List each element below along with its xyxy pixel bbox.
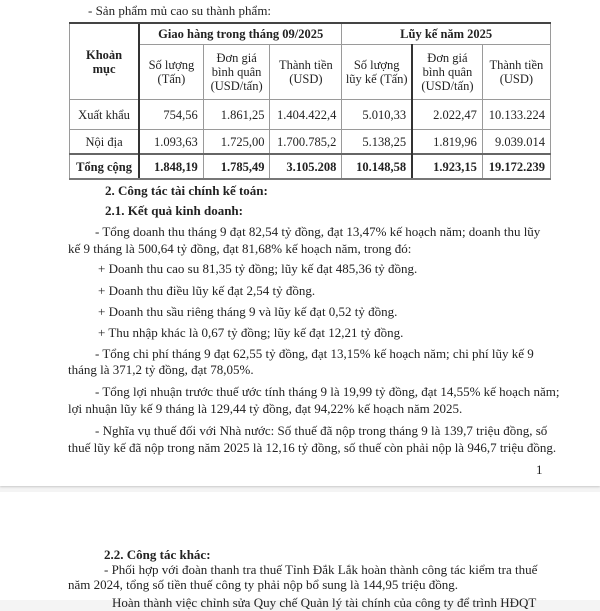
row-label: Nội địa: [70, 130, 140, 155]
cell: 10.133.224: [482, 100, 550, 130]
cell: 1.093,63: [139, 130, 203, 155]
paragraph-line: lợi nhuận lũy kế 9 tháng là 129,44 tỷ đồng, đạt 94,22% kế hoạch năm 2025.: [68, 401, 463, 416]
cell: 1.861,25: [203, 100, 270, 130]
page-number: 1: [536, 462, 543, 477]
paragraph-line: - Tổng doanh thu tháng 9 đạt 82,54 tỷ đồng, đạt 13,47% kế hoạch năm; doanh thu lũy: [95, 224, 541, 239]
cell: 19.172.239: [482, 154, 550, 179]
col-item-header: Khoản mục: [70, 23, 140, 100]
paragraph-line: tháng là 371,2 tỷ đồng, đạt 78,05%.: [68, 362, 254, 377]
table-row-domestic: [70, 130, 551, 155]
paragraph-line: - Tổng lợi nhuận trước thuế ước tính tháng 9 là 19,99 tỷ đồng, đạt 14,55% kế hoạch năm;: [95, 384, 560, 399]
subheader-price-month: Đơn giá bình quân (USD/tấn): [203, 45, 270, 100]
cell: 1.819,96: [412, 130, 482, 155]
paragraph-line: Hoàn thành việc chỉnh sửa Quy chế Quản lý tài chính của công ty để trình HĐQT: [112, 595, 537, 610]
cell: 1.785,49: [203, 154, 270, 179]
cell: 5.010,33: [342, 100, 412, 130]
paragraph-line: thuế lũy kế đã nộp trong năm 2025 là 12,16 tỷ đồng, số thuế còn phải nộp là 946,7 triệu đồng.: [68, 440, 557, 455]
rubber-product-table: [69, 22, 551, 180]
group-header-month: Giao hàng trong tháng 09/2025: [139, 23, 342, 45]
paragraph-line: + Doanh thu điều lũy kế đạt 2,54 tỷ đồng.: [98, 283, 316, 298]
heading-section-2-1: 2.1. Kết quả kinh doanh:: [105, 203, 243, 218]
subheader-price-ytd: Đơn giá bình quân (USD/tấn): [412, 45, 482, 100]
intro-line: - Sản phẩm mủ cao su thành phẩm:: [88, 3, 272, 18]
row-label: Xuất khẩu: [70, 100, 140, 130]
cell: 9.039.014: [482, 130, 550, 155]
heading-section-2: 2. Công tác tài chính kế toán:: [105, 183, 268, 198]
paragraph-line: năm 2024, tổng số tiền thuế công ty phải nộp bổ sung là 144,95 triệu đồng.: [68, 577, 458, 592]
paragraph-line: - Nghĩa vụ thuế đối với Nhà nước: Số thuế đã nộp trong tháng 9 là 139,7 triệu đồng, số: [95, 423, 548, 438]
table-row-total: [70, 154, 551, 179]
row-label: Tổng cộng: [70, 154, 140, 179]
paragraph-line: + Thu nhập khác là 0,67 tỷ đồng; lũy kế đạt 12,21 tỷ đồng.: [98, 325, 404, 340]
paragraph-line: - Phối hợp với đoàn thanh tra thuế Tỉnh Đắk Lắk hoàn thành công tác kiểm tra thuế: [104, 562, 538, 577]
cell: 754,56: [139, 100, 203, 130]
paragraph-line: + Doanh thu sầu riêng tháng 9 và lũy kế đạt 0,52 tỷ đồng.: [98, 304, 398, 319]
paragraph-line: kế 9 tháng là 500,64 tỷ đồng, đạt 81,68% kế hoạch năm, trong đó:: [68, 241, 412, 256]
subheader-qty-ytd: Số lượng lũy kế (Tấn): [342, 45, 412, 100]
heading-section-2-2: 2.2. Công tác khác:: [104, 547, 211, 562]
cell: 10.148,58: [342, 154, 412, 179]
cell: 3.105.208: [270, 154, 342, 179]
subheader-amount-ytd: Thành tiền (USD): [482, 45, 550, 100]
cell: 1.700.785,2: [270, 130, 342, 155]
cell: 1.923,15: [412, 154, 482, 179]
cell: 1.848,19: [139, 154, 203, 179]
paragraph-line: + Doanh thu cao su 81,35 tỷ đồng; lũy kế đạt 485,36 tỷ đồng.: [98, 261, 418, 276]
subheader-amount-month: Thành tiền (USD): [270, 45, 342, 100]
cell: 1.404.422,4: [270, 100, 342, 130]
paragraph-line: - Tổng chi phí tháng 9 đạt 62,55 tỷ đồng, đạt 13,15% kế hoạch năm; chi phí lũy kế 9: [95, 346, 534, 361]
group-header-ytd: Lũy kế năm 2025: [342, 23, 551, 45]
table-row-export: [70, 100, 551, 130]
cell: 1.725,00: [203, 130, 270, 155]
document-page-2: [0, 492, 600, 610]
subheader-qty-month: Số lượng (Tấn): [139, 45, 203, 100]
cell: 5.138,25: [342, 130, 412, 155]
cell: 2.022,47: [412, 100, 482, 130]
